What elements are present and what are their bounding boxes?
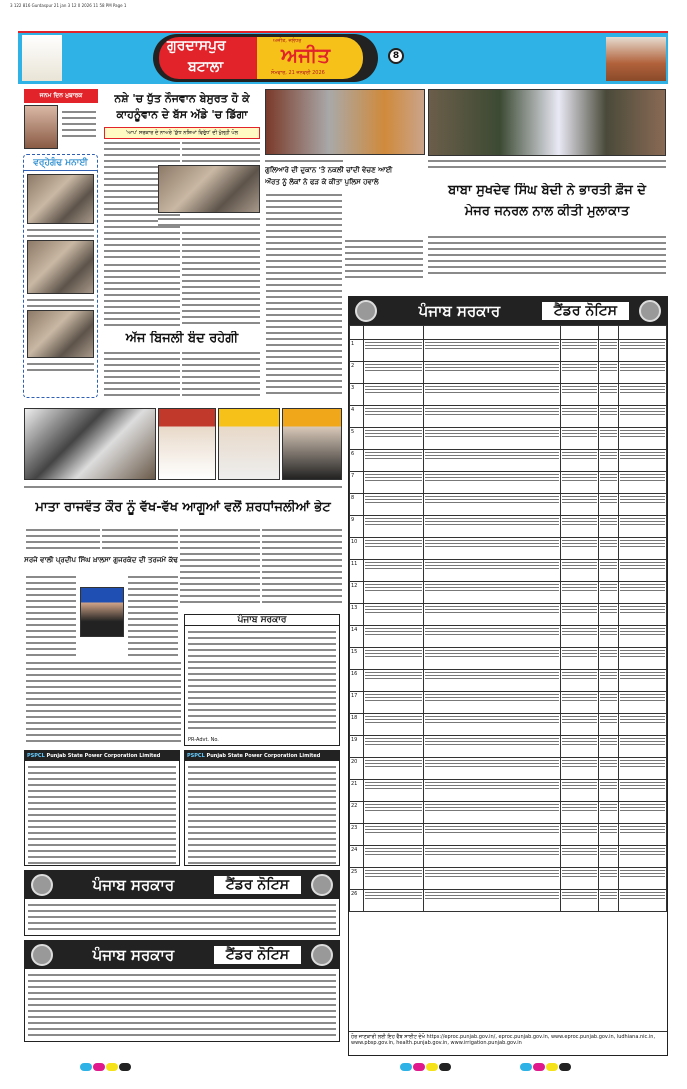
tender-cell [561,824,599,846]
tender-row [350,406,667,428]
building-image-right [606,37,666,81]
tender-cell [599,582,619,604]
row-number: 7 [350,472,364,494]
tender-row [350,714,667,736]
row-number: 12 [350,582,364,604]
tender-row [350,384,667,406]
tender-cell [424,692,561,714]
tender-cell [424,868,561,890]
tender-cell [599,626,619,648]
tender-cell [424,626,561,648]
tender-cell [599,340,619,362]
seal-icon [311,944,333,966]
tender-row [350,428,667,450]
tender-cell [364,802,424,824]
tender-footer: ਹੋਰ ਜਾਣਕਾਰੀ ਲਈ ਇਹ ਵੈੱਬ ਸਾਈਟ ਦੇਖੋ https://eproc.punjab.gov.in/, eproc.punjab.gov.in, www.eproc.punjab.gov.in, ludhiana.nic.in, www.pbsp.gov.in, health.punjab.gov.in, www.irrigation.punjab.gov.in [349,1031,667,1055]
prayer-photo [24,408,156,480]
tender-cell [561,406,599,428]
tender-cell [561,362,599,384]
row-number: 23 [350,824,364,846]
row-number: 15 [350,648,364,670]
tender-cell [619,384,667,406]
tender-cell [364,494,424,516]
temple-image-left [22,35,62,81]
tender-cell [619,802,667,824]
tender-cell [599,472,619,494]
tender-row [350,362,667,384]
tender-cell [424,340,561,362]
pspcl-ad-right [184,750,340,866]
tender-cell [561,538,599,560]
tender-cell [561,626,599,648]
tender-cell [619,736,667,758]
tender-cell [561,868,599,890]
tender-cell [424,472,561,494]
tender-row [350,604,667,626]
tender-cell [364,406,424,428]
tender-cell [424,384,561,406]
tender-cell [424,494,561,516]
newspaper-title: ਅਜੀਤ [281,43,331,67]
tender-notice-small-2 [24,940,340,1042]
row-number: 17 [350,692,364,714]
couple-photo-1 [27,174,94,224]
tender-cell [364,582,424,604]
tender-cell [619,362,667,384]
anniversary-box [23,154,98,398]
tender-cell [619,648,667,670]
story4-headline-1: ਬਾਬਾ ਸੁਖਦੇਵ ਸਿੰਘ ਬੇਦੀ ਨੇ ਭਾਰਤੀ ਫ਼ੌਜ ਦੇ [448,183,646,198]
tender-cell [364,450,424,472]
tender-cell [424,824,561,846]
tender-cell [424,450,561,472]
tender-row [350,692,667,714]
tender-cell [599,780,619,802]
tender-cell [561,846,599,868]
tender-notice-small-1 [24,870,340,936]
tender-row [350,538,667,560]
tender-cell [599,406,619,428]
tender-cell [619,604,667,626]
tender-cell [599,692,619,714]
tender-cell [561,714,599,736]
tender-cell [424,604,561,626]
row-number: 16 [350,670,364,692]
row-number: 20 [350,758,364,780]
tender-cell [599,868,619,890]
tender-cell [561,604,599,626]
row-number: 18 [350,714,364,736]
row-number: 22 [350,802,364,824]
tender-cell [424,890,561,912]
army-meeting-photo [428,89,666,156]
shop-photo [265,89,425,155]
punjab-emblem-icon [31,944,53,966]
tender-cell [561,560,599,582]
seal-icon [639,300,661,322]
tender-cell [364,384,424,406]
issue-date: ਸੋਮਵਾਰ, 21 ਜਨਵਰੀ 2026 [271,70,325,76]
tender-row [350,516,667,538]
leader-photo-2 [218,408,280,480]
tender-cell [619,824,667,846]
tender-cell [619,340,667,362]
row-number: 4 [350,406,364,428]
tender-cell [364,560,424,582]
row-number: 14 [350,626,364,648]
birthday-box [24,89,98,151]
tender-cell [561,516,599,538]
anniversary-title: ਵਰ੍ਹੇਗੰਢ ਮਨਾਈ [24,155,97,171]
tender-row [350,736,667,758]
tender-cell [619,428,667,450]
govt-notice-small [184,614,340,746]
row-number: 8 [350,494,364,516]
row-number: 6 [350,450,364,472]
tender-cell [619,582,667,604]
tender-cell [364,670,424,692]
tender-cell [364,516,424,538]
tender-cell [619,670,667,692]
pspcl-logo: PSPCL [187,753,205,759]
masthead [18,31,668,84]
story6-headline: ਸਰਜੇ ਵਾਲੀ ਪ੍ਰਦੀਪ ਸਿੰਘ ਖ਼ਾਲਸਾ ਗੁਜਰਕੰਦ ਦੀ ਤਰਜਮੇਂ ਕੱਢ [24,556,178,564]
tender-row [350,494,667,516]
tender-table [349,325,667,912]
tender-cell [561,802,599,824]
row-number: 19 [350,736,364,758]
tender-cell [599,846,619,868]
tender-notice-main [348,296,668,1056]
tender-cell [364,736,424,758]
tender-row [350,670,667,692]
portrait-photo [80,587,124,637]
tender-cell [424,780,561,802]
region-name-1: ਗੁਰਦਾਸਪੁਰ [167,38,226,54]
tender-cell [424,758,561,780]
tender-cell [619,472,667,494]
tender-cell [619,758,667,780]
tender-cell [424,670,561,692]
tender-cell [424,736,561,758]
tender-cell [424,846,561,868]
tender-cell [619,560,667,582]
row-number: 21 [350,780,364,802]
tender-cell [561,692,599,714]
tender-cell [599,538,619,560]
tender-label: ਟੈਂਡਰ ਨੋਟਿਸ [214,876,301,894]
row-number: 9 [350,516,364,538]
row-number: 11 [350,560,364,582]
tender-cell [364,758,424,780]
tender-cell [424,582,561,604]
tender-cell [599,670,619,692]
couple-photo-3 [27,310,94,358]
tender-cell [364,824,424,846]
tender-cell [561,472,599,494]
page-number: 8 [388,48,404,64]
tender-row [350,340,667,362]
tender-row [350,846,667,868]
masthead-oval [153,34,378,82]
tender-cell [619,868,667,890]
story1-headline-2: ਕਾਹਨੂੰਵਾਨ ਦੇ ਬੱਸ ਅੱਡੇ 'ਚ ਡਿੱਗਾ [116,108,248,121]
tender-cell [364,626,424,648]
row-number: 5 [350,428,364,450]
story1-strap: 'ਆਪ' ਸਰਕਾਰ ਦੇ ਨਾਅਰੇ 'ਯੁੱਧ ਨਸ਼ਿਆਂ ਵਿਰੁੱਧ' ਦੀ ਖੁੱਲ੍ਹੀ ਪੋਲ [104,127,260,139]
color-registration-marks [520,1056,572,1075]
tender-cell [599,560,619,582]
tender-gov-title: ਪੰਜਾਬ ਸਰਕਾਰ [92,876,175,894]
punjab-emblem-icon [355,300,377,322]
tender-cell [619,626,667,648]
row-number: 3 [350,384,364,406]
row-number: 25 [350,868,364,890]
tender-cell [561,582,599,604]
tender-cell [599,450,619,472]
story1-headline-1: ਨਸ਼ੇ 'ਚ ਧੁੱਤ ਨੌਜਵਾਨ ਬੇਸੁਰਤ ਹੋ ਕੇ [114,92,250,105]
tender-cell [364,472,424,494]
tender-cell [364,538,424,560]
tender-cell [364,714,424,736]
region-name-2: ਬਟਾਲਾ [188,59,224,75]
tender-row [350,780,667,802]
tender-cell [619,406,667,428]
tender-row [350,890,667,912]
tender-cell [599,802,619,824]
tender-cell [599,648,619,670]
tender-cell [599,824,619,846]
tender-gov-title: ਪੰਜਾਬ ਸਰਕਾਰ [92,946,175,964]
tender-cell [364,868,424,890]
tender-cell [561,384,599,406]
tender-cell [424,538,561,560]
tender-cell [599,890,619,912]
tender-cell [364,604,424,626]
tender-cell [424,516,561,538]
tender-cell [599,494,619,516]
tender-cell [561,450,599,472]
tender-gov-title: ਪੰਜਾਬ ਸਰਕਾਰ [418,302,501,320]
birthday-title: ਜਨਮ ਦਿਨ ਮੁਬਾਰਕ [24,89,98,103]
notice-footer: PR-Advt. No. [188,737,219,743]
tender-cell [561,890,599,912]
tender-cell [424,406,561,428]
tender-cell [619,846,667,868]
leader-photo-1 [158,408,216,480]
tender-cell [561,648,599,670]
story4-headline-2: ਮੇਜਰ ਜਨਰਲ ਨਾਲ ਕੀਤੀ ਮੁਲਾਕਾਤ [464,204,630,219]
row-number: 2 [350,362,364,384]
tender-row [350,802,667,824]
story5-headline: ਮਾਤਾ ਰਾਜਵੰਤ ਕੌਰ ਨੂੰ ਵੱਖ-ਵੱਖ ਆਗੂਆਂ ਵਲੋਂ ਸ਼ਰਧਾਂਜਲੀਆਂ ਭੇਟ [35,500,331,515]
print-slug: 3 122 816 Gurdaspur 21 jan 3 12 0 2026 11 58 PM Page 1 [10,3,127,8]
tender-cell [599,362,619,384]
tender-cell [424,560,561,582]
tender-row [350,868,667,890]
tender-label: ਟੈਂਡਰ ਨੋਟਿਸ [214,946,301,964]
tender-cell [619,692,667,714]
tender-cell [424,648,561,670]
tender-row [350,758,667,780]
story2-headline: ਅੱਜ ਬਿਜਲੀ ਬੰਦ ਰਹੇਗੀ [125,331,239,346]
tender-row [350,560,667,582]
row-number: 26 [350,890,364,912]
tender-row [350,472,667,494]
tender-row [350,824,667,846]
pspcl-ad-left [24,750,180,866]
tender-cell [599,758,619,780]
tender-cell [424,714,561,736]
tender-cell [619,538,667,560]
pspcl-name: Punjab State Power Corporation Limited [46,753,161,759]
row-number: 1 [350,340,364,362]
tender-cell [424,428,561,450]
color-registration-marks [80,1056,132,1075]
tender-cell [619,494,667,516]
tender-cell [364,692,424,714]
tender-row [350,626,667,648]
tender-cell [599,604,619,626]
tender-cell [364,890,424,912]
tender-cell [599,428,619,450]
leader-photo-3 [282,408,342,480]
birthday-photo [24,105,58,149]
tender-cell [561,758,599,780]
tender-row [350,582,667,604]
row-number: 10 [350,538,364,560]
color-registration-marks [400,1056,452,1075]
tender-row [350,648,667,670]
couple-photo-2 [27,240,94,294]
tender-cell [619,516,667,538]
row-number: 24 [350,846,364,868]
pspcl-logo: PSPCL [27,753,45,759]
tender-cell [364,340,424,362]
tender-row [350,450,667,472]
seal-icon [311,874,333,896]
fallen-youth-photo [158,165,260,213]
notice-title: ਪੰਜਾਬ ਸਰਕਾਰ [185,615,339,626]
tender-cell [364,362,424,384]
tender-cell [619,890,667,912]
punjab-emblem-icon [31,874,53,896]
tender-cell [561,780,599,802]
story3-headline-1: ਗੁਲਿਆਰੇ ਦੀ ਦੁਕਾਨ 'ਤੇ ਨਕਲੀ ਚਾਂਦੀ ਵੇਚਣ ਆਈ [265,166,393,174]
tender-cell [619,780,667,802]
row-number: 13 [350,604,364,626]
tender-cell [364,648,424,670]
tender-cell [364,428,424,450]
tender-cell [599,736,619,758]
tender-cell [599,516,619,538]
tender-cell [561,736,599,758]
tender-cell [619,714,667,736]
tender-cell [561,428,599,450]
tender-cell [561,670,599,692]
tender-cell [364,846,424,868]
tender-cell [424,362,561,384]
tender-cell [364,780,424,802]
tender-cell [599,714,619,736]
edition-label: ਅਜੀਤ, ਜਲੰਧਰ [273,38,302,44]
tender-label: ਟੈਂਡਰ ਨੋਟਿਸ [542,302,629,320]
tender-cell [619,450,667,472]
tender-cell [561,340,599,362]
tender-cell [561,494,599,516]
tender-cell [424,802,561,824]
story3-headline-2: ਔਰਤ ਨੂੰ ਲੋਕਾਂ ਨੇ ਫੜ ਕੇ ਕੀਤਾ ਪੁਲਿਸ ਹਵਾਲੇ [265,178,379,186]
pspcl-name: Punjab State Power Corporation Limited [206,753,321,759]
tender-cell [599,384,619,406]
